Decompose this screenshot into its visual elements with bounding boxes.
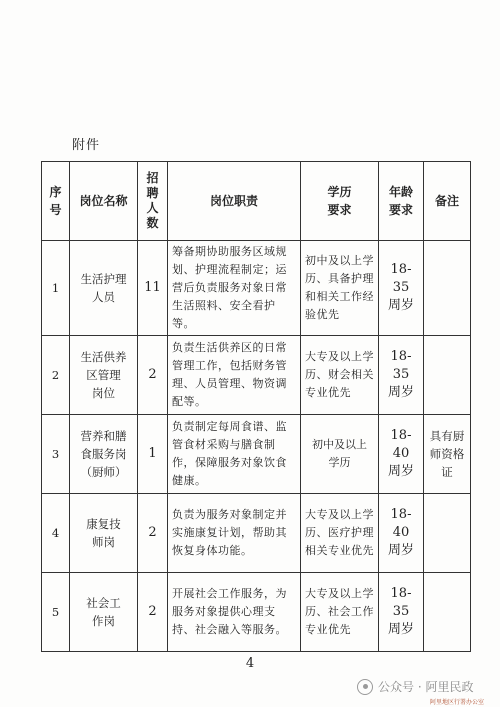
cell-edu: 初中及以上 学历 — [301, 415, 379, 494]
cell-name: 营养和膳 食服务岗 （厨师） — [70, 415, 138, 494]
cell-count: 11 — [138, 241, 168, 336]
page-number: 4 — [245, 656, 255, 671]
cell-edu: 初中及以上学历、具备护理和相关工作经验优先 — [301, 241, 379, 336]
cell-edu: 大专及以上学历、财会相关专业优先 — [301, 336, 379, 415]
job-table — [41, 161, 471, 652]
attachment-label: 附件 — [72, 138, 101, 153]
header-count: 招 聘 人 数 — [138, 162, 168, 241]
cell-edu: 大专及以上学历、社会工作专业优先 — [301, 573, 379, 652]
cell-age: 18-40 周岁 — [379, 494, 424, 573]
cell-note — [424, 573, 471, 652]
cell-note — [424, 336, 471, 415]
cell-name: 社会工 作岗 — [70, 573, 138, 652]
table-row — [42, 336, 471, 415]
cell-duty: 负责制定每周食谱、监管食材采购与膳食制作，保障服务对象饮食健康。 — [168, 415, 301, 494]
cell-note — [424, 241, 471, 336]
watermark-subtitle: 阿里地区行署办公室 — [430, 699, 485, 706]
cell-seq: 3 — [42, 415, 70, 494]
cell-note: 具有厨 师资格 证 — [424, 415, 471, 494]
cell-count: 2 — [138, 336, 168, 415]
header-age: 年龄 要求 — [379, 162, 424, 241]
cell-name: 康复技 师岗 — [70, 494, 138, 573]
cell-seq: 5 — [42, 573, 70, 652]
cell-duty: 负责生活供养区的日常管理工作，包括财务管理、人员管理、物资调配等。 — [168, 336, 301, 415]
watermark — [357, 678, 473, 695]
cell-count: 2 — [138, 573, 168, 652]
table-header-row — [42, 162, 471, 241]
cell-count: 1 — [138, 415, 168, 494]
table-row — [42, 241, 471, 336]
cell-age: 18-35 周岁 — [379, 336, 424, 415]
header-seq: 序 号 — [42, 162, 70, 241]
table-row — [42, 415, 471, 494]
cell-name: 生活护理 人员 — [70, 241, 138, 336]
header-note: 备注 — [424, 162, 471, 241]
header-duty: 岗位职责 — [168, 162, 301, 241]
cell-count: 2 — [138, 494, 168, 573]
cell-seq: 1 — [42, 241, 70, 336]
cell-note — [424, 494, 471, 573]
cell-seq: 2 — [42, 336, 70, 415]
cell-age: 18-35 周岁 — [379, 241, 424, 336]
wechat-official-account-icon — [357, 679, 373, 695]
cell-edu: 大专及以上学历、医疗护理相关专业优先 — [301, 494, 379, 573]
cell-age: 18-35 周岁 — [379, 573, 424, 652]
cell-duty: 筹备期协助服务区域规划、护理流程制定；运营后负责服务对象日常生活照料、安全看护等。 — [168, 241, 301, 336]
table-row — [42, 494, 471, 573]
header-name: 岗位名称 — [70, 162, 138, 241]
cell-age: 18-40 周岁 — [379, 415, 424, 494]
table-row — [42, 573, 471, 652]
watermark-text: 公众号 · 阿里民政 — [378, 680, 474, 694]
cell-duty: 负责为服务对象制定并实施康复计划，帮助其恢复身体功能。 — [168, 494, 301, 573]
header-edu: 学历 要求 — [301, 162, 379, 241]
cell-duty: 开展社会工作服务，为服务对象提供心理支持、社会融入等服务。 — [168, 573, 301, 652]
cell-seq: 4 — [42, 494, 70, 573]
cell-name: 生活供养 区管理 岗位 — [70, 336, 138, 415]
